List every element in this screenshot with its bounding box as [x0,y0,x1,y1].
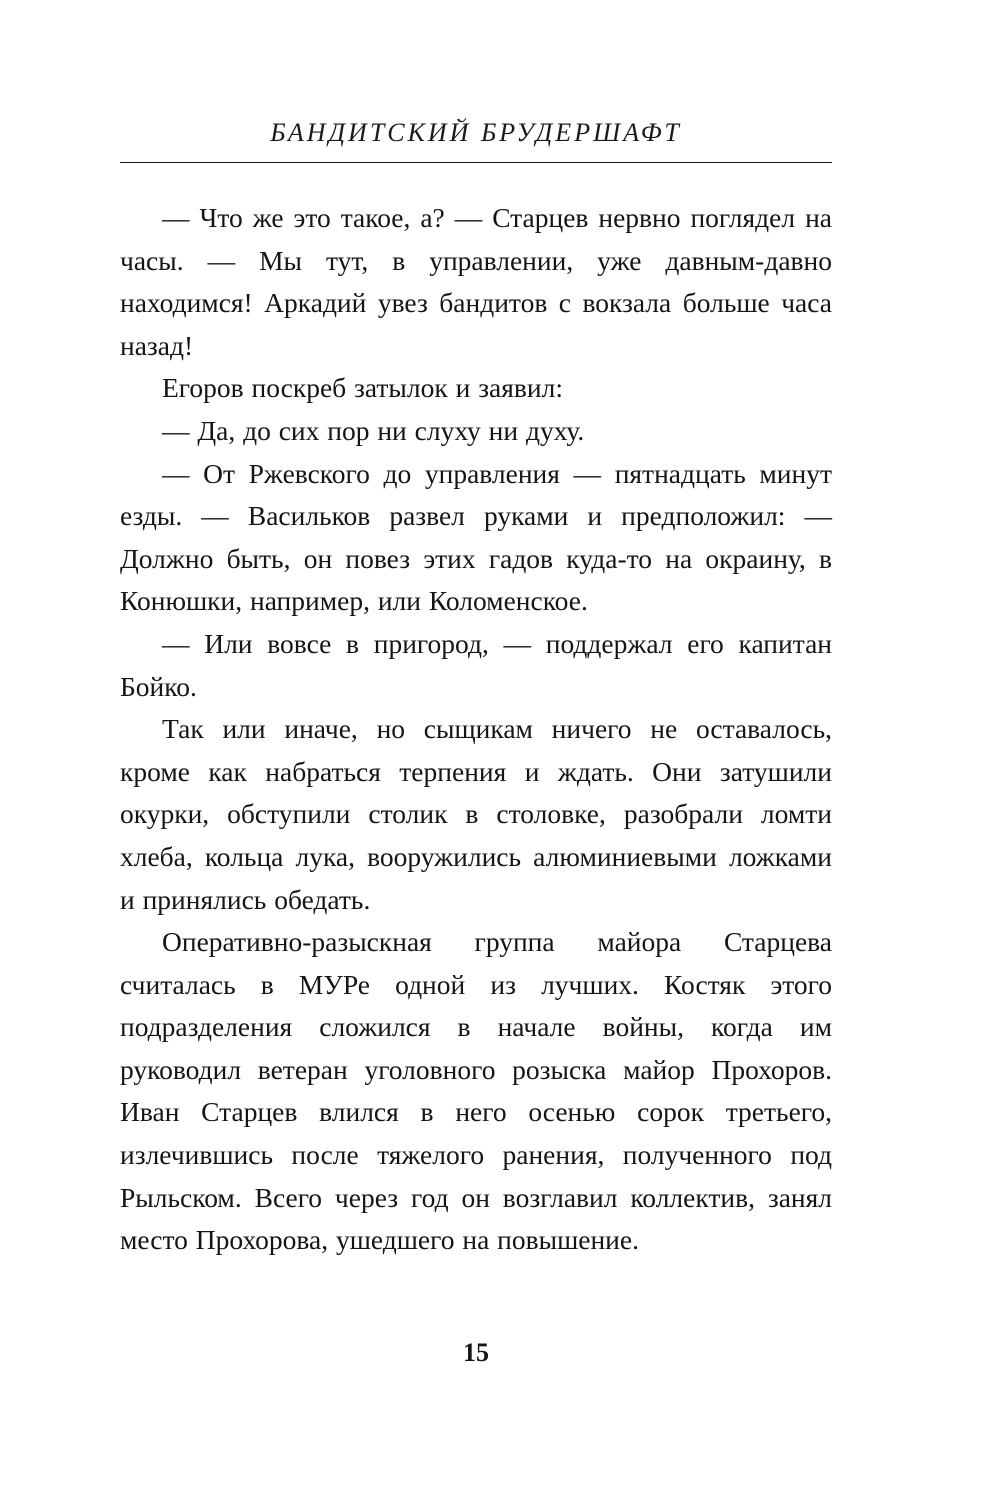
paragraph: Так или иначе, но сыщикам ничего не оставалось, кроме как набраться терпения и ждать. Они затушили окурки, обступили столик в столовке, разобрали ломти хлеба, кольца лука, вооружились алюминиевыми ложками и принялись обедать. [120,713,832,915]
paragraph: — Или вовсе в пригород, — поддержал его капитан Бойко. [120,627,832,702]
paragraph: — От Ржевского до управления — пятнадцать минут езды. — Васильков развел руками и предположил: — Должно быть, он повез этих гадов куда-то на окраину, в Конюшки, например, или Коломенское. [120,457,832,617]
paragraph: Оперативно-разыскная группа майора Старцева считалась в МУРе одной из лучших. Костяк этого подразделения сложился в начале войны, когда им руководил ветеран уголовного розыска майор Прохоров. Иван Старцев влился в него осенью сорок третьего, излечившись после тяжелого ранения, полученного под Рыльском. Всего через год он возглавил коллектив, занял место Прохорова, ушедшего на повышение. [120,926,832,1256]
running-head-title: БАНДИТСКИЙ БРУДЕРШАФТ [270,118,682,147]
paragraph: — Да, до сих пор ни слуху ни духу. [162,414,585,446]
header-rule [120,162,832,163]
paragraph: — Что же это такое, а? — Старцев нервно поглядел на часы. — Мы тут, в управлении, уже давным-давно находимся! Аркадий увез бандитов с вокзала больше часа назад! [120,202,832,361]
paragraph: Егоров поскреб затылок и заявил: [162,372,563,404]
text-block [120,118,832,1262]
body-text [120,197,832,1262]
page-number: 15 [463,1338,489,1367]
